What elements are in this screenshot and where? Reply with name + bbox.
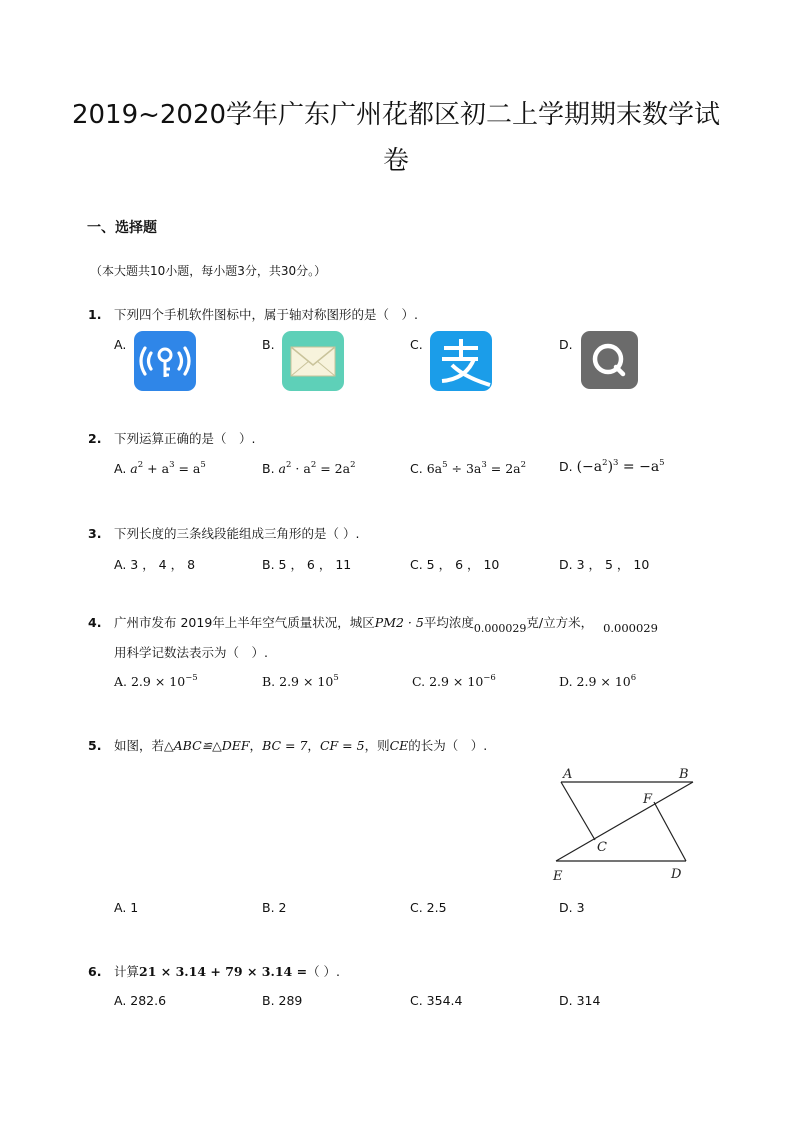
option-b: B. 289 (262, 993, 303, 1008)
question-number: 2. (88, 431, 102, 446)
question-text-post: （ ）. (307, 964, 341, 979)
value: 0.000029 (473, 622, 527, 635)
label-e: E (553, 869, 563, 884)
option-c: C. 2.5 (410, 900, 447, 915)
option-c: C. $2.9 \times 10^{-6}$ (412, 673, 496, 689)
label-c: C (597, 840, 607, 855)
cf-value: CF = 5 (319, 738, 365, 753)
option-a: A. 3 ， 4 ， 8 (114, 557, 196, 572)
pm-label: PM2 · 5 (374, 615, 424, 630)
question-text-post: 的长为（ ）. (408, 738, 488, 753)
option-a: A. (114, 337, 127, 352)
option-letter: C. (410, 461, 423, 476)
label-b: B (679, 767, 689, 782)
document-title (60, 92, 732, 184)
option-c: C. 5 ， 6 ， 10 (410, 557, 500, 572)
ce-label: CE (389, 738, 409, 753)
wifi-key-icon (134, 331, 196, 391)
bc-value: BC = 7 (262, 738, 308, 753)
option-letter: A. (114, 461, 127, 476)
question-text-mid: 平均浓度 (423, 615, 474, 630)
question-5 (88, 736, 487, 754)
question-3 (88, 524, 359, 542)
question-4 (88, 613, 658, 635)
question-1 (88, 305, 418, 323)
question-text: 下列长度的三条线段能组成三角形的是（ ）. (114, 526, 360, 541)
separator: ， (307, 738, 320, 753)
section-heading: 一、选择题 (87, 220, 157, 236)
option-letter: B. (262, 461, 275, 476)
section-note: （本大题共10小题，每小题3分，共30分。） (90, 264, 327, 278)
question-text: 下列运算正确的是（ ）. (114, 431, 256, 446)
question-number: 4. (88, 615, 102, 630)
option-math: $6a^5 \div 3a^3 = 2a^2$ (426, 460, 527, 476)
option-d: D. 314 (559, 993, 601, 1008)
question-text: 广州市发布 2019年上半年空气质量状况，城区 (114, 615, 375, 630)
option-math: $a^2 + a^3 = a^5$ (130, 460, 206, 476)
option-b (262, 461, 356, 476)
alipay-icon (430, 331, 492, 391)
title-line-2: 卷 (382, 146, 409, 176)
option-b: B. 2 (262, 900, 287, 915)
option-d (559, 459, 665, 475)
congruence: △ABC≌△DEF (164, 738, 250, 753)
separator: ， (249, 738, 263, 753)
question-4-line-2: 用科学记数法表示为（ ）. (114, 645, 268, 660)
option-d: D. $2.9 \times 10^6$ (559, 673, 637, 689)
segment-df (654, 802, 686, 861)
mail-icon (282, 331, 344, 391)
option-c (410, 461, 526, 476)
option-d: D. 3 (559, 900, 585, 915)
option-d: D. (559, 337, 573, 352)
question-number: 3. (88, 526, 102, 541)
question-number: 6. (88, 964, 102, 979)
question-text: 如图，若 (114, 738, 165, 753)
question-text: 计算 (114, 964, 140, 979)
option-math: $a^2 \cdot a^2 = 2a^2$ (278, 460, 356, 476)
question-2 (88, 429, 255, 447)
option-math: $(-a^2)^3 = -a^5$ (576, 458, 665, 475)
segment-ac (561, 782, 595, 840)
option-a (114, 461, 206, 476)
option-d: D. 3 ， 5 ， 10 (559, 557, 650, 572)
browser-q-icon (581, 331, 638, 389)
question-text-post: 克/立方米， (526, 615, 594, 630)
separator: ，则 (364, 738, 390, 753)
question-number: 5. (88, 738, 102, 753)
option-c: C. (410, 337, 423, 352)
option-c: C. 354.4 (410, 993, 463, 1008)
value-2: 0.000029 (603, 621, 658, 635)
title-line-1: 2019~2020学年广东广州花都区初二上学期期末数学试 (71, 100, 721, 130)
option-a: A. $2.9 \times 10^{-5}$ (114, 673, 198, 689)
label-f: F (643, 792, 653, 807)
question-number: 1. (88, 307, 102, 322)
segment-be (556, 782, 693, 861)
question-text: 下列四个手机软件图标中，属于轴对称图形的是（ ）. (114, 307, 418, 322)
label-a: A (563, 767, 573, 782)
option-b: B. (262, 337, 275, 352)
option-b: B. 5 ， 6 ， 11 (262, 557, 352, 572)
option-letter: D. (559, 459, 573, 474)
option-a: A. 282.6 (114, 993, 167, 1008)
triangle-figure (545, 760, 715, 888)
option-a: A. 1 (114, 900, 139, 915)
question-6 (88, 962, 340, 980)
option-b: B. $2.9 \times 10^5$ (262, 673, 339, 689)
expression: 21 × 3.14 + 79 × 3.14 = (139, 964, 308, 979)
label-d: D (671, 867, 682, 882)
